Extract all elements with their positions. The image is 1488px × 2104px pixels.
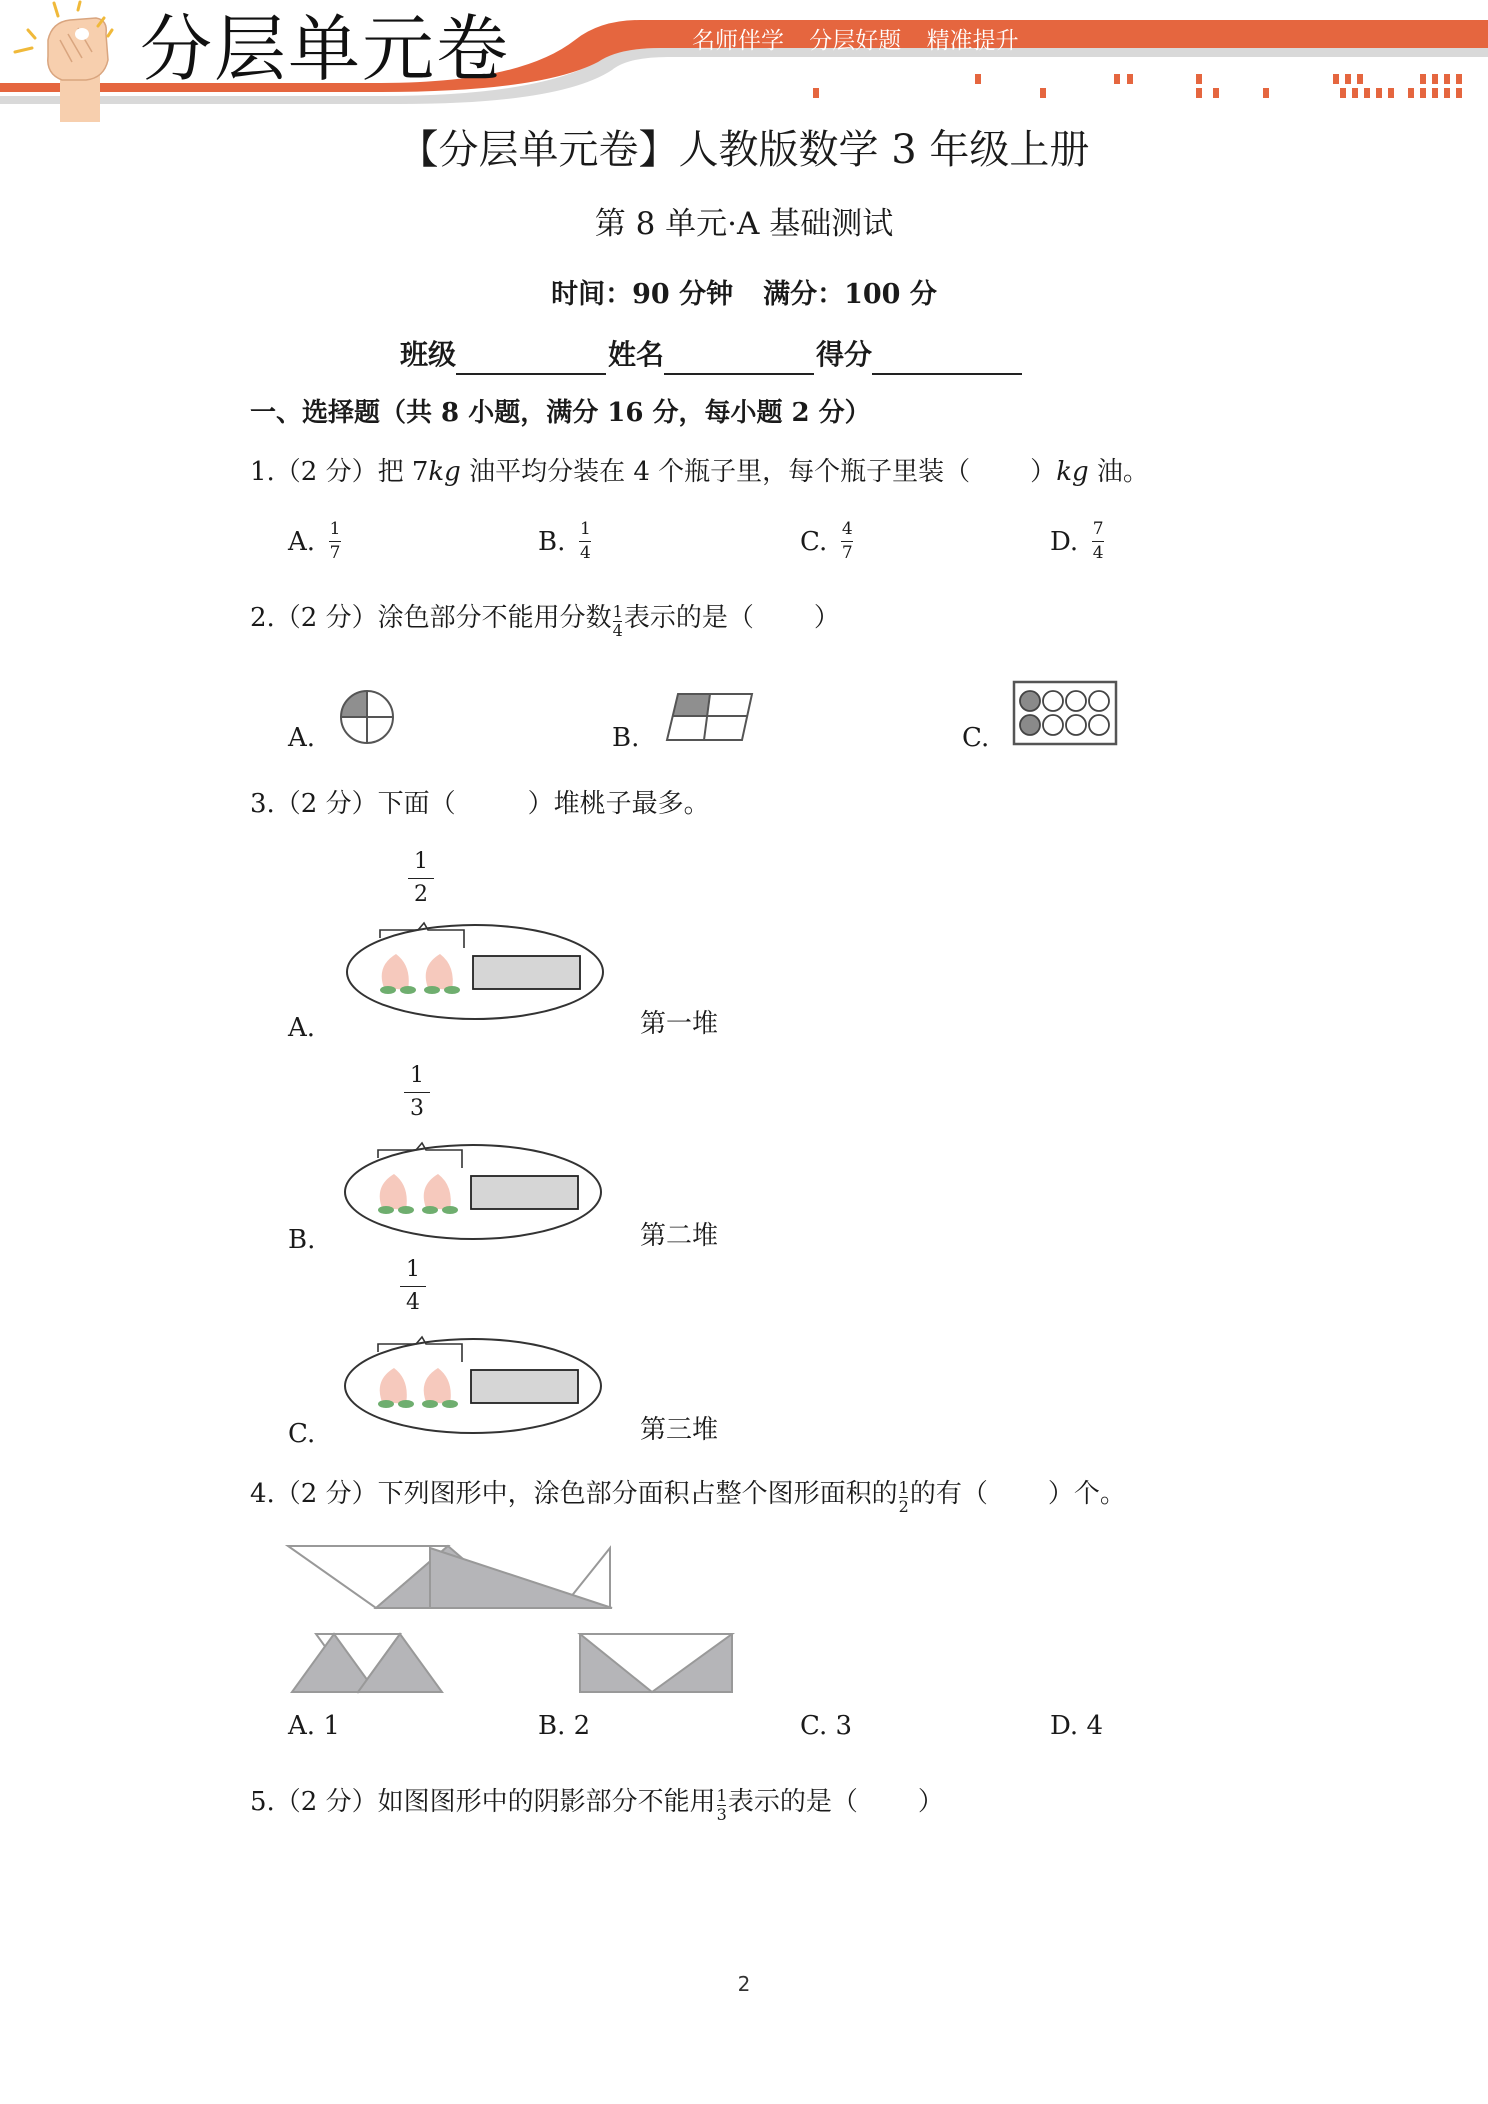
q4-option-d[interactable]: D. 4 bbox=[1050, 1711, 1103, 1741]
class-blank[interactable] bbox=[456, 339, 606, 375]
pile-fraction: 1 3 bbox=[400, 1064, 434, 1121]
parallelogram-quarter-shaded-figure bbox=[664, 692, 756, 744]
section-title: 一、选择题（共 8 小题，满分 16 分，每小题 2 分） bbox=[250, 398, 871, 428]
q4-option-a[interactable]: A. 1 bbox=[288, 1711, 340, 1741]
q2-option-a[interactable]: A. bbox=[288, 723, 316, 753]
fraction: $\frac{4}{7}$ bbox=[841, 519, 853, 563]
q4-option-b[interactable]: B. 2 bbox=[538, 1711, 591, 1741]
exam-meta bbox=[0, 275, 1488, 315]
decorative-squares bbox=[813, 74, 1462, 98]
fraction: $\frac{1}{2}$ bbox=[898, 1477, 909, 1516]
page-number: 2 bbox=[737, 1972, 751, 1996]
peach-icon bbox=[378, 1174, 414, 1214]
full-score: 满分：100 分 bbox=[763, 279, 937, 310]
question-3: 3.（2 分）下面（ ）堆桃子最多。 bbox=[250, 789, 710, 819]
name-blank[interactable] bbox=[664, 339, 814, 375]
pile-fraction: 1 4 bbox=[396, 1258, 430, 1315]
pile-label: 第二堆 bbox=[640, 1221, 719, 1251]
score-label: 得分 bbox=[816, 338, 873, 371]
q1-option-d[interactable]: D. $\frac{7}{4}$ bbox=[1050, 519, 1104, 563]
q2-option-c[interactable]: C. bbox=[962, 723, 990, 753]
name-label: 姓名 bbox=[608, 338, 665, 371]
header-banner bbox=[0, 0, 1488, 130]
peach-pile-figure bbox=[338, 1140, 638, 1260]
fraction: $\frac{1}{3}$ bbox=[716, 1785, 727, 1824]
peach-pile-figure bbox=[340, 920, 640, 1040]
q2-option-b[interactable]: B. bbox=[612, 723, 640, 753]
brand-slogan: 名师伴学 分层好题 精准提升 bbox=[692, 28, 1019, 54]
brand-title: 分层单元卷 bbox=[140, 7, 511, 91]
q3-option-a[interactable]: A. bbox=[288, 1013, 316, 1043]
class-label: 班级 bbox=[400, 338, 457, 371]
fraction: $\frac{7}{4}$ bbox=[1092, 519, 1104, 563]
peach-pile-figure bbox=[338, 1334, 638, 1454]
fraction: $\frac{1}{4}$ bbox=[612, 601, 623, 640]
peach-icon bbox=[422, 1174, 458, 1214]
circle-quarter-shaded-figure bbox=[338, 688, 396, 746]
document-title: 【分层单元卷】人教版数学 3 年级上册 bbox=[398, 127, 1090, 173]
question-2: 2.（2 分）涂色部分不能用分数 $\frac{1}{4}$ 表示的是（ ） bbox=[250, 601, 840, 640]
pile-fraction: 1 2 bbox=[404, 850, 438, 907]
pile-label: 第一堆 bbox=[640, 1009, 719, 1039]
peach-icon bbox=[424, 954, 460, 994]
fraction: $\frac{1}{4}$ bbox=[579, 519, 591, 563]
peach-icon bbox=[422, 1368, 458, 1408]
time-limit: 时间：90 分钟 bbox=[551, 279, 734, 310]
document-subtitle: 第 8 单元·A 基础测试 bbox=[594, 206, 894, 242]
eight-circles-two-shaded-figure bbox=[1012, 680, 1118, 746]
score-blank[interactable] bbox=[872, 339, 1022, 375]
q1-option-a[interactable]: A. $\frac{1}{7}$ bbox=[288, 519, 341, 563]
question-4: 4.（2 分）下列图形中，涂色部分面积占整个图形面积的 $\frac{1}{2}$ 的有（ ）个。 bbox=[250, 1477, 1126, 1516]
student-info-fields bbox=[400, 335, 1024, 375]
question-5: 5.（2 分）如图图形中的阴影部分不能用 $\frac{1}{3}$ 表示的是（ ） bbox=[250, 1785, 944, 1824]
fraction: $\frac{1}{7}$ bbox=[329, 519, 341, 563]
peach-icon bbox=[380, 954, 416, 994]
q3-option-c[interactable]: C. bbox=[288, 1419, 316, 1449]
shaded-shapes-figure bbox=[280, 1538, 760, 1698]
q1-option-c[interactable]: C. $\frac{4}{7}$ bbox=[800, 519, 853, 563]
q4-option-c[interactable]: C. 3 bbox=[800, 1711, 853, 1741]
peach-icon bbox=[378, 1368, 414, 1408]
q1-option-b[interactable]: B. $\frac{1}{4}$ bbox=[538, 519, 591, 563]
q3-option-b[interactable]: B. bbox=[288, 1225, 316, 1255]
pile-label: 第三堆 bbox=[640, 1415, 719, 1445]
question-1: 1.（2 分）把 7kg 油平均分装在 4 个瓶子里，每个瓶子里装（ ）kg 油。 bbox=[250, 457, 1149, 487]
